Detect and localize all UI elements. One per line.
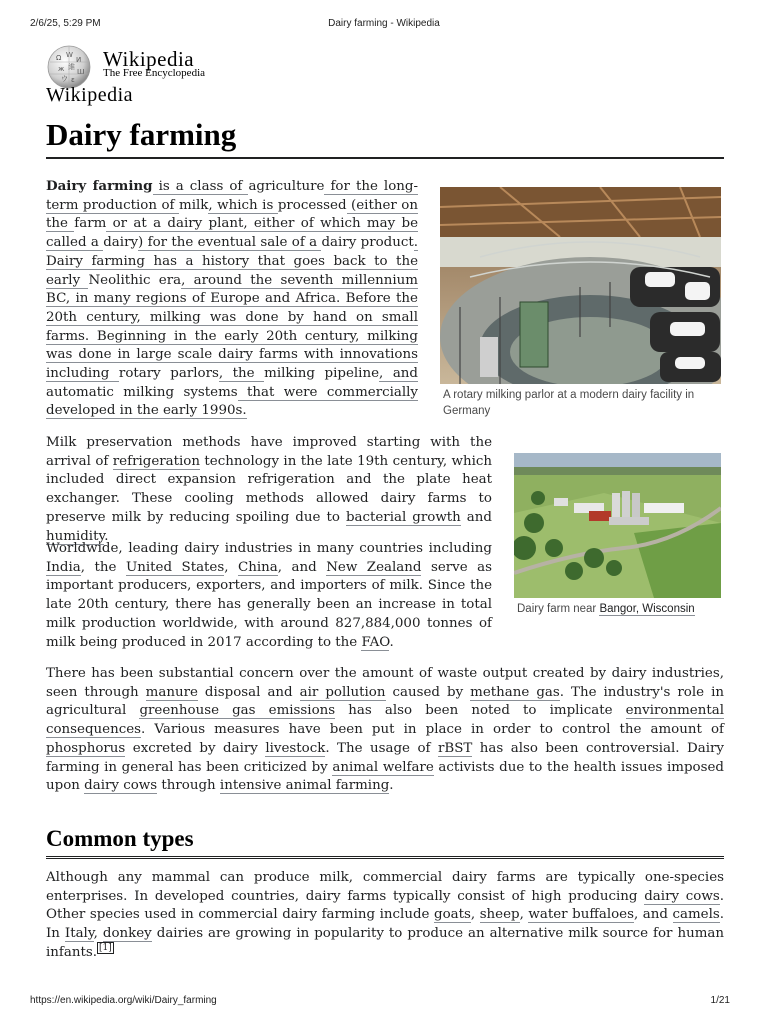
wiki-link[interactable]: air pollution (299, 684, 386, 700)
wiki-link[interactable]: refrigeration (112, 453, 200, 469)
figure-caption: A rotary milking parlor at a modern dairy facility in Germany (443, 389, 695, 417)
paragraph-intro-3 (46, 540, 492, 652)
paragraph-text: has also been noted to implicate (335, 703, 626, 719)
print-title: Dairy farming - Wikipedia (328, 18, 440, 29)
wiki-link[interactable]: sheep (479, 907, 520, 923)
paragraph-text: , (470, 907, 480, 923)
paragraph-text: technology in the late 19th century, which included direct expansion refrigeration and the plate heat exchanger. These cooling methods allowed dairy farms to preserve milk by reducing spoiling due to (46, 453, 492, 525)
svg-text:ウ: ウ (61, 75, 68, 83)
figure-caption (514, 601, 721, 617)
print-page-number: 1/21 (710, 995, 730, 1006)
paragraph-text: excreted by dairy (125, 740, 266, 756)
paragraph-text: Although any mammal can produce milk, commercial dairy farms are typically one-species enterprises. In developed countries, dairy farms typically consist of high producing (46, 870, 724, 904)
paragraph-text: Neolithic era (88, 272, 182, 288)
svg-text:ж: ж (58, 65, 65, 73)
svg-text:維: 維 (68, 63, 75, 71)
wiki-link[interactable]: India (46, 559, 81, 575)
paragraph-text: dairy product (321, 235, 414, 251)
wiki-link[interactable]: bacterial growth (345, 509, 461, 525)
paragraph-text: Worldwide, leading dairy industries in many countries including (46, 541, 492, 556)
paragraph-text: . In (46, 907, 725, 942)
paragraph-intro-2 (46, 434, 492, 546)
wikipedia-logo[interactable] (46, 44, 246, 106)
paragraph-text: . (104, 528, 109, 544)
paragraph-text: , and (277, 559, 327, 575)
wiki-link[interactable]: ) for the eventual sale of a (138, 235, 322, 251)
paragraph-text: through (157, 778, 220, 794)
paragraph-text: . Other species used in commercial dairy farming include (46, 888, 724, 923)
svg-text:W: W (66, 51, 73, 59)
caption-text: Dairy farm near (517, 603, 600, 615)
wiki-link[interactable]: , which is (208, 197, 278, 213)
caption-link[interactable]: Bangor, Wisconsin (599, 603, 695, 615)
wiki-link[interactable]: donkey (102, 926, 152, 942)
svg-text:Ω: Ω (56, 54, 62, 62)
paragraph-text: , (224, 559, 238, 575)
paragraph-text: dairy (103, 235, 139, 251)
article-subject-bold: Dairy farming (46, 178, 153, 194)
wiki-link[interactable]: FAO (361, 634, 390, 650)
wiki-link[interactable]: humidity (46, 528, 105, 544)
svg-text:ε: ε (71, 76, 75, 84)
wiki-link[interactable]: intensive animal farming (219, 778, 390, 794)
paragraph-text: processed (277, 197, 347, 213)
wiki-link[interactable]: or at a dairy plant, either of which may be called a (46, 216, 418, 251)
dairy-farm-aerial-image[interactable] (514, 453, 721, 598)
wiki-link[interactable]: rBST (437, 740, 473, 756)
wiki-link[interactable]: manure (145, 684, 198, 700)
svg-text:И: И (76, 56, 82, 64)
logo-wordmark: Wikipedia (103, 47, 195, 71)
paragraph-text: . The industry's role in agricultural (46, 684, 724, 719)
wiki-link[interactable]: . Dairy farming has a history that goes back to the early (46, 235, 419, 288)
wiki-link[interactable]: water buffaloes (528, 907, 634, 923)
wiki-link[interactable]: that were commercially developed in the early 1990s. (46, 384, 418, 419)
paragraph-text: , and (633, 907, 673, 923)
paragraph-text: . The usage of (325, 740, 438, 756)
paragraph-text: disposal and (197, 684, 300, 700)
wiki-link[interactable]: dairy cows (84, 778, 158, 794)
footnote-ref[interactable]: [1] (98, 943, 112, 954)
figure-dairy-farm (514, 453, 721, 617)
wiki-link[interactable]: environmental consequences (46, 703, 725, 738)
print-footer (30, 995, 738, 1009)
paragraph-text: . (389, 778, 394, 794)
paragraph-text: There has been substantial concern over the amount of waste output created by dairy industries, seen through (46, 666, 724, 700)
wiki-link[interactable]: , around the seventh millennium BC, in many regions of Europe and Africa. Before the 20th century, milking was done by hand on small farms. Beginning in the early 20th century, milking was done in large scale dairy farms with innovations including (46, 272, 418, 382)
paragraph-text: has also been controversial. Dairy farming in general has been criticized by (46, 740, 724, 775)
rotary-milking-parlor-image[interactable] (440, 187, 721, 384)
wiki-link[interactable]: , and (379, 366, 419, 382)
paragraph-text: automatic milking systems (46, 384, 238, 400)
paragraph-intro-1 (46, 177, 418, 421)
paragraph-text: serve as important producers, exporters, and importers of milk. Since the late 20th century, there has generally been an increase in total milk production worldwide, with around 827,884,000 tonnes of milk being produced in 2017 according to the (46, 559, 493, 650)
paragraph-text: and (460, 509, 492, 525)
paragraph-text: agriculture (248, 179, 325, 194)
paragraph-text: . (389, 634, 394, 650)
wiki-link[interactable]: , the (218, 366, 265, 382)
wiki-link[interactable]: is a class of (152, 179, 249, 194)
logo-tagline: The Free Encyclopedia (103, 67, 206, 79)
wiki-link[interactable]: livestock (265, 740, 326, 756)
paragraph-text: milking pipeline (264, 366, 380, 382)
wiki-link[interactable]: dairy cows (644, 888, 720, 904)
paragraph-text: , (519, 907, 529, 923)
print-url: https://en.wikipedia.org/wiki/Dairy_farming (30, 995, 217, 1006)
svg-text:Ш: Ш (77, 68, 85, 76)
paragraph-text: , (93, 926, 103, 942)
wiki-link[interactable]: goats (434, 907, 471, 923)
paragraph-intro-4 (46, 665, 724, 796)
wiki-link[interactable]: methane gas (470, 684, 560, 700)
wiki-link[interactable]: New Zealand (326, 559, 422, 575)
page-title: Dairy farming (46, 115, 724, 159)
paragraph-common-types (46, 869, 724, 963)
paragraph-text: , the (80, 559, 126, 575)
wiki-link[interactable]: animal welfare (332, 759, 434, 775)
logo-wordmark-secondary: Wikipedia (46, 84, 133, 106)
paragraph-text: activists due to the health issues imposed upon (46, 759, 724, 794)
wiki-link[interactable]: phosphorus (46, 740, 126, 756)
wiki-link[interactable]: United States (125, 559, 225, 575)
wiki-link[interactable]: China (238, 559, 278, 575)
paragraph-text: caused by (385, 684, 471, 700)
paragraph-text: milk (179, 197, 209, 213)
wiki-link[interactable]: greenhouse gas emissions (139, 703, 336, 719)
wiki-link[interactable]: camels (672, 907, 720, 923)
print-header (30, 18, 738, 32)
wiki-link[interactable]: (either on the (46, 197, 418, 232)
paragraph-text: farm (74, 216, 107, 232)
paragraph-text: rotary parlors (118, 366, 219, 382)
paragraph-text: dairies are growing in popularity to produce an alternative milk source for human infants. (46, 926, 724, 960)
paragraph-text: . Various measures have been put in place in order to control the amount of (141, 722, 724, 738)
print-datetime: 2/6/25, 5:29 PM (30, 18, 101, 29)
paragraph-text: Milk preservation methods have improved starting with the arrival of (46, 435, 492, 469)
wiki-link[interactable]: for the long-term production of (46, 179, 418, 213)
wiki-link[interactable]: Italy (64, 926, 94, 942)
section-heading-common-types: Common types (46, 823, 724, 859)
figure-rotary-parlor (440, 187, 721, 419)
